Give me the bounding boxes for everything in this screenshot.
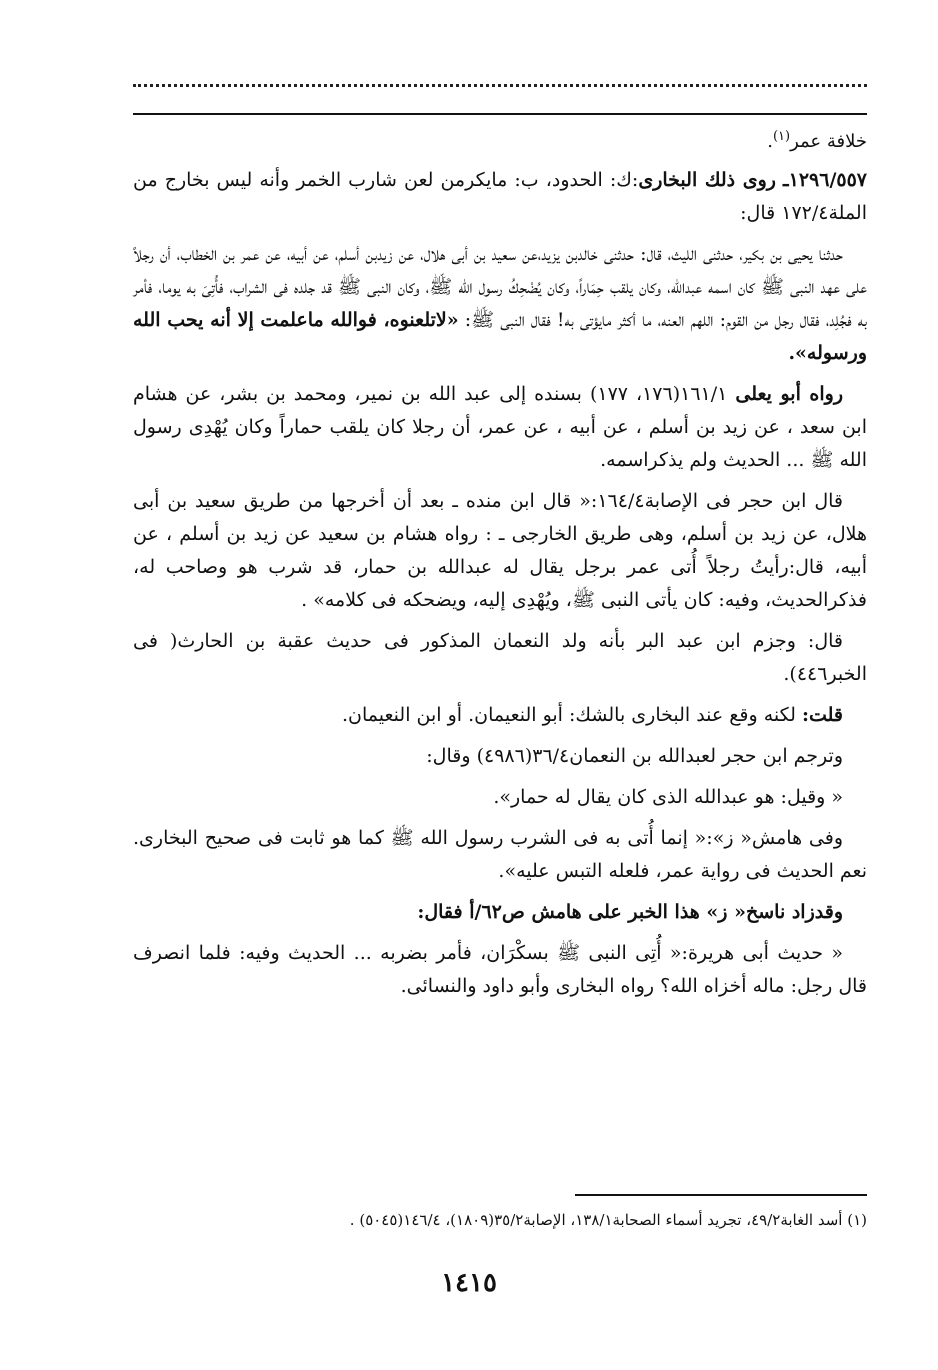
paragraph-qultu: قلت: لكنه وقع عند البخارى بالشك: أبو النعيمان. أو ابن النعيمان. (342, 704, 843, 726)
page-number: ١٤١٥ (441, 1268, 497, 1298)
chapter-footnote-ref: (١) (772, 129, 791, 144)
footnote: (١) أسد الغابة٤٩/٢، تجريد أسماء الصحابة١٣٨/١، الإصابة٣٥/٢(١٨٠٩)، ١٤٦/٤(٥٠٤٥) . (349, 1211, 867, 1229)
paragraph-abu-yala: رواه أبو يعلى ١٦١/١(١٧٦، ١٧٧) بسنده إلى عبد الله بن نمير، ومحمد بن بشر، عن هشام ابن سعد ، عن زيد بن أسلم ، عن أبيه ، عن عمر، أن رجلا كان يلقب حماراً وكان يُهْدِى رسول الله ﷺ ... الحديث ولم يذكراسمه. (133, 383, 867, 471)
paragraph-hadith-text: حدثنا يحيى بن بكير، حدثنى الليث، قال: حدثنى خالدبن يزيد،عن سعيد بن أبى هلال، عن زيدبن أسلم، عن أبيه، عن عمر بن الخطاب، أن رجلاً على عهد النبى ﷺ كان اسمه عبدالله، وكان يلقب حِمَاراً، وكان يُضْحِكُ رسول الله ﷺ، وكان النبى ﷺ قد جلده فى الشراب، فأُتِىَ به يوما، فأمر به فجُلِد، فقال رجل من القوم: اللهم العنه، ما أكثر مايؤتى به! فقال النبى ﷺ: «لاتلعنوه، فوالله ماعلمت إلا أنه يحب الله ورسوله». (133, 243, 868, 364)
hadith-number: ١٢٩٦/٥٥٧ـ (783, 169, 867, 191)
main-text (133, 120, 867, 1003)
prophet-saying: «لاتلعنوه، فوالله ماعلمت إلا أنه يحب الله ورسوله». (133, 309, 867, 364)
paragraph-abu-hurayra: « حديث أبى هريرة:« أُتِى النبى ﷺ بسكْرَان، فأمر بضربه ... الحديث وفيه: فلما انصرف قال رجل: ماله أخزاه الله؟ رواه البخارى وأبو داود والنسائى. (133, 942, 867, 997)
chapter-title: خلافة عمر$^{(١)}$. (767, 129, 867, 152)
header-rule (133, 113, 867, 115)
paragraph-tarjama: وترجم ابن حجر لعبدالله بن النعمان٣٦/٤(٤٩٨٦) وقال: (426, 745, 843, 767)
footnote-rule (575, 1194, 867, 1196)
paragraph-copyist-note: وقدزاد ناسخ« ز» هذا الخبر على هامش ص٦٢/أ فقال: (417, 901, 843, 923)
paragraph-quote: « وقيل: هو عبدالله الذى كان يقال له حمار». (493, 786, 843, 808)
paragraph-ibn-hajar: قال ابن حجر فى الإصابة١٦٤/٤:« قال ابن منده ـ بعد أن أخرجها من طريق سعيد بن أبى هلال، عن زيد بن أسلم، وهى طريق الخارجى ـ : رواه هشام بن سعيد عن زيد بن أسلم ، عن أبيه، قال:رأيتُ رجلاً أُتى عمر برجل يقال له عبدالله بن حمار، قد شرب هو وصاحب له، فذكرالحديث، وفيه: كان يأتى النبى ﷺ، ويُهْدِى إليه، ويضحكه فى كلامه» . (133, 490, 867, 611)
paragraph-margin-note: وفى هامش« ز»:« إنما أُتى به فى الشرب رسول الله ﷺ كما هو ثابت فى صحيح البخارى. نعم الحديث فى رواية عمر، فلعله التبس عليه». (133, 827, 867, 882)
paragraph-ibn-abd-al-barr: قال: وجزم ابن عبد البر بأنه ولد النعمان المذكور فى حديث عقبة بن الحارث( فى الخبر٤٤٦). (133, 630, 867, 685)
hadith-citation: :ك: الحدود، ب: مايكرمن لعن شارب الخمر وأنه ليس بخارج من الملة١٧٢/٤ قال: (133, 169, 867, 224)
paragraph-abu-yala-lead: رواه أبو يعلى (735, 383, 843, 405)
paragraph-qultu-lead: قلت: (801, 704, 843, 726)
hadith-heading (133, 164, 867, 230)
dotted-divider (133, 84, 867, 87)
hadith-lead: روى ذلك البخارى (638, 169, 776, 191)
